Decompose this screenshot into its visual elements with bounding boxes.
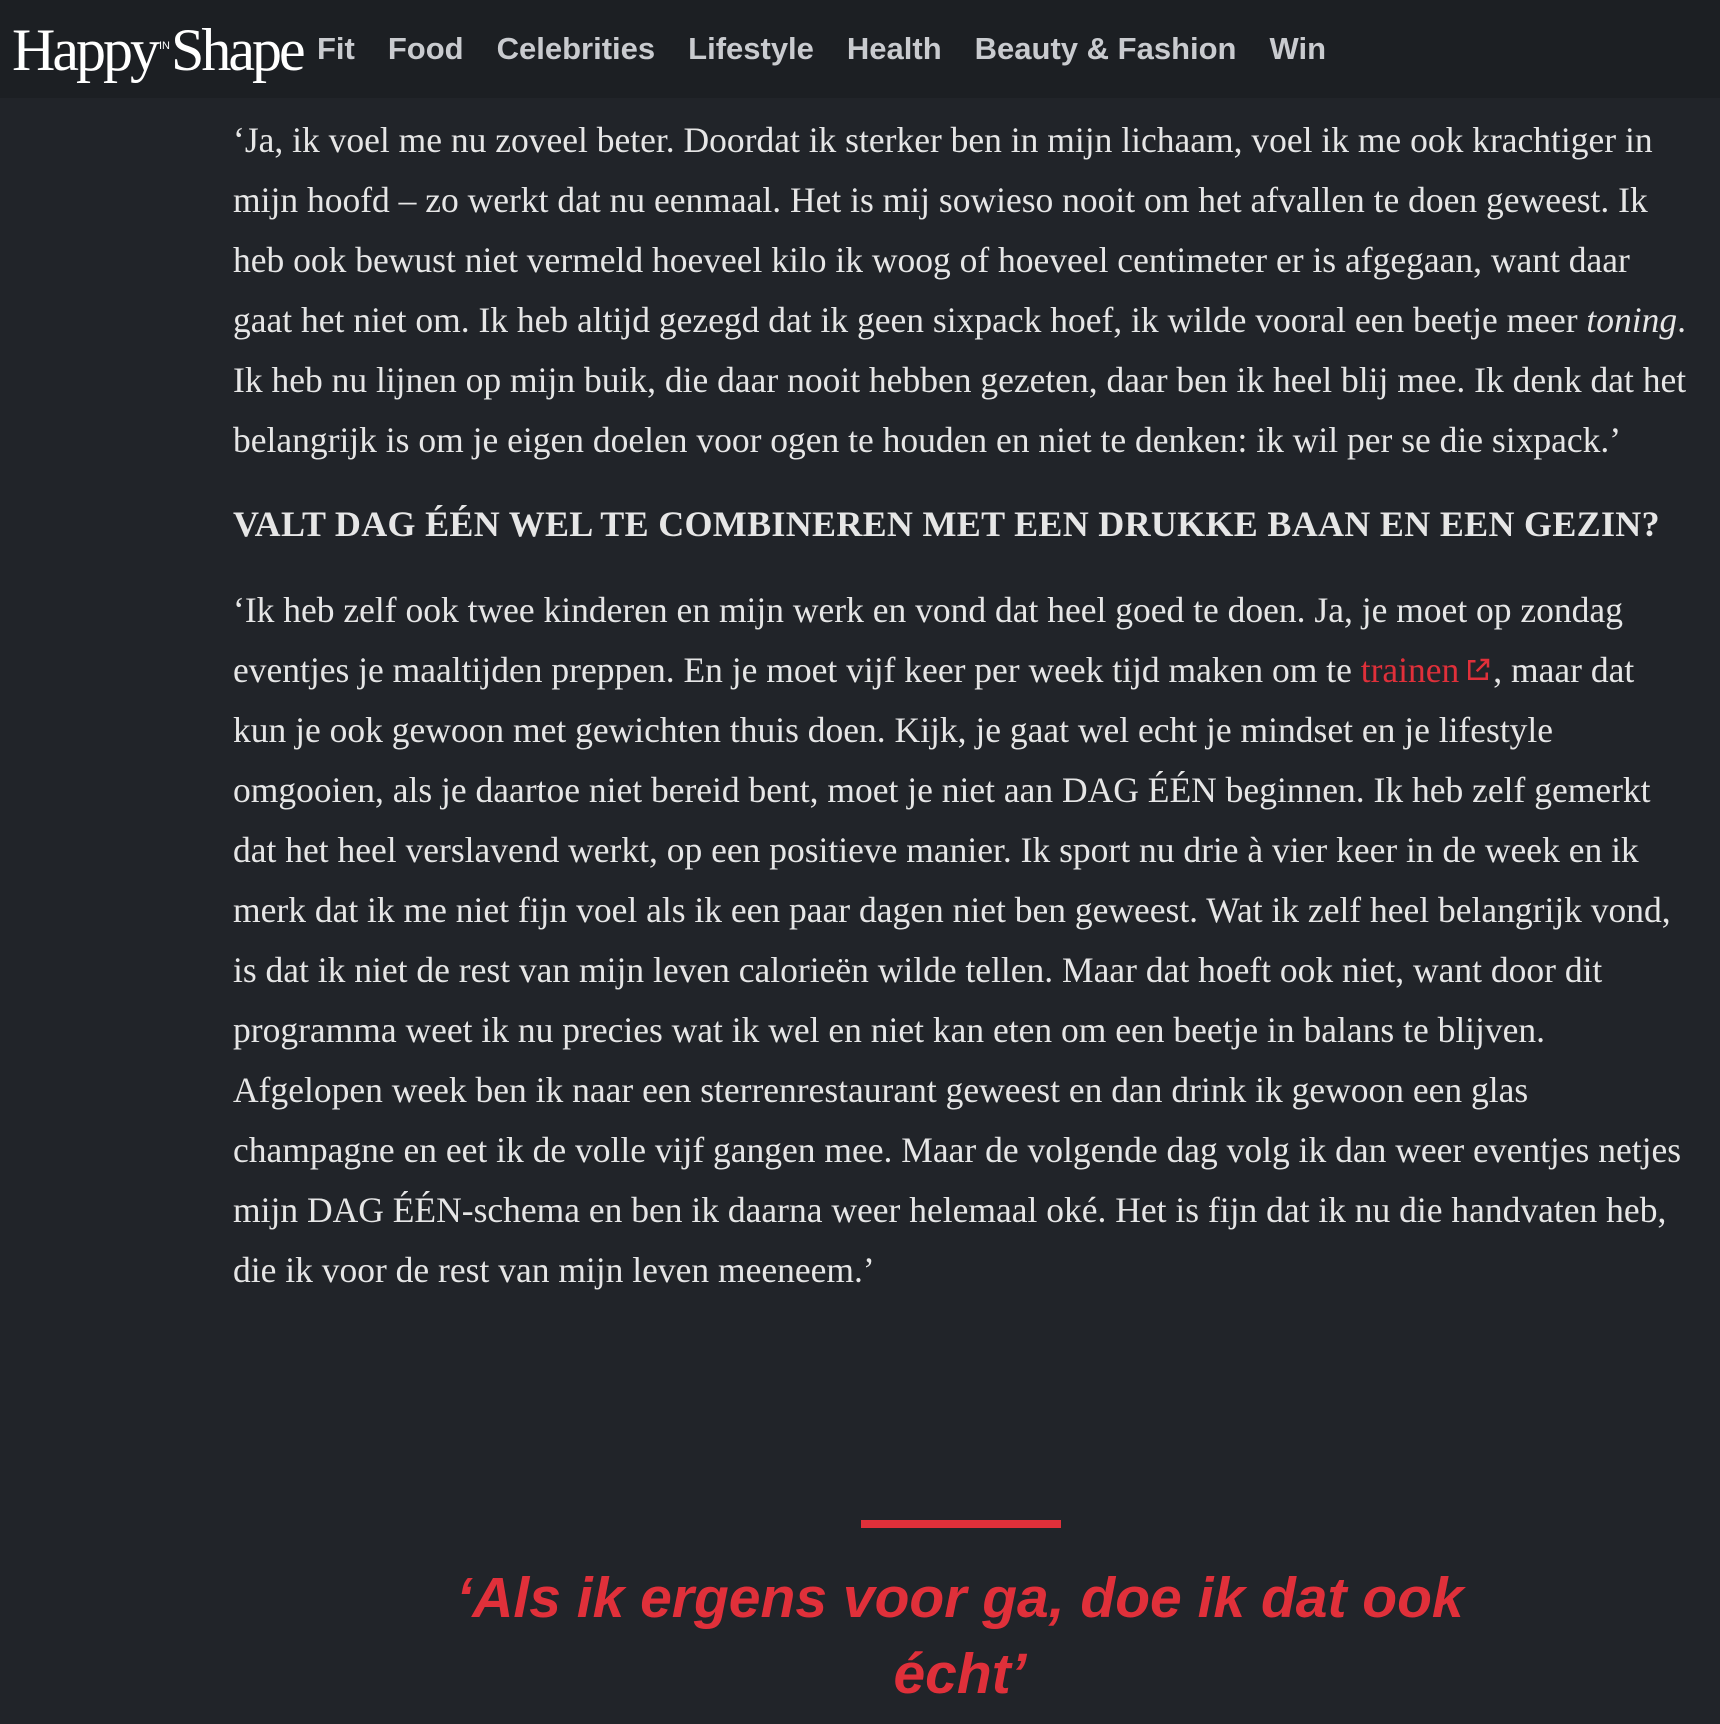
pull-quote: ‘Als ik ergens voor ga, doe ik dat ook écht’ bbox=[456, 1566, 1464, 1706]
trainen-link[interactable] bbox=[1361, 650, 1494, 690]
nav-item-health[interactable]: Health bbox=[846, 31, 942, 66]
paragraph-text: . Ik heb nu lijnen op mijn buik, die daar nooit hebben gezeten, daar ben ik heel blij mee. Ik denk dat het belangrijk is om je eigen doelen voor ogen te houden en niet te denken: ik wil per se die sixpack.’ bbox=[233, 300, 1687, 460]
logo-text-shape: Shape bbox=[170, 16, 303, 83]
main-nav bbox=[317, 0, 1359, 98]
nav-item-fit[interactable]: Fit bbox=[317, 31, 355, 66]
pullquote-divider bbox=[861, 1520, 1061, 1528]
section-heading: VALT DAG ÉÉN WEL TE COMBINEREN MET EEN DRUKKE BAAN EN EEN GEZIN? bbox=[233, 504, 1660, 544]
paragraph-text: ‘Ja, ik voel me nu zoveel beter. Doordat ik sterker ben in mijn lichaam, voel ik me ook krachtiger in mijn hoofd – zo werkt dat nu eenmaal. Het is mij sowieso nooit om het afvallen te doen geweest. Ik heb ook bewust niet vermeld hoeveel kilo ik woog of hoeveel centimeter er is afgegaan, want daar gaat het niet om. Ik heb altijd gezegd dat ik geen sixpack hoef, ik wilde vooral een beetje meer bbox=[233, 120, 1653, 340]
article-paragraph-1 bbox=[233, 110, 1693, 470]
paragraph-text: ‘Ik heb zelf ook twee kinderen en mijn werk en vond dat heel goed te doen. Ja, je moet op zondag eventjes je maaltijden preppen. En je moet vijf keer per week tijd maken om te bbox=[233, 590, 1623, 690]
nav-item-lifestyle[interactable]: Lifestyle bbox=[688, 31, 814, 66]
logo-text-in: IN bbox=[158, 40, 170, 52]
italic-term: toning bbox=[1586, 300, 1678, 340]
site-logo[interactable] bbox=[12, 10, 303, 90]
paragraph-text: , maar dat kun je ook gewoon met gewichten thuis doen. Kijk, je gaat wel echt je mindset en je lifestyle omgooien, als je daartoe niet bereid bent, moet je niet aan DAG ÉÉN beginnen. Ik heb zelf gemerkt dat het heel verslavend werkt, op een positieve manier. Ik sport nu drie à vier keer in de week en ik merk dat ik me niet fijn voel als ik een paar dagen niet ben geweest. Wat ik zelf heel belangrijk vond, is dat ik niet de rest van mijn leven calorieën wilde tellen. Maar dat hoeft ook niet, want door dit programma weet ik nu precies wat ik wel en niet kan eten om een beetje in balans te blijven. Afgelopen week ben ik naar een sterrenrestaurant geweest en dan drink ik gewoon een glas champagne en eet ik de volle vijf gangen mee. Maar de volgende dag volg ik dan weer eventjes netjes mijn DAG ÉÉN-schema en ben ik daarna weer helemaal oké. Het is fijn dat ik nu die handvaten heb, die ik voor de rest van mijn leven meeneem.’ bbox=[233, 650, 1682, 1290]
nav-item-beauty-fashion[interactable]: Beauty & Fashion bbox=[974, 31, 1237, 66]
article-body bbox=[233, 110, 1693, 1300]
link-text: trainen bbox=[1360, 650, 1460, 690]
top-navigation-bar bbox=[0, 0, 1720, 98]
external-link-icon bbox=[1463, 655, 1493, 685]
nav-item-celebrities[interactable]: Celebrities bbox=[496, 31, 656, 66]
nav-item-food[interactable]: Food bbox=[387, 31, 464, 66]
nav-item-win[interactable]: Win bbox=[1269, 31, 1327, 66]
article-paragraph-2 bbox=[233, 580, 1693, 1300]
logo-text-happy: Happy bbox=[12, 16, 157, 83]
